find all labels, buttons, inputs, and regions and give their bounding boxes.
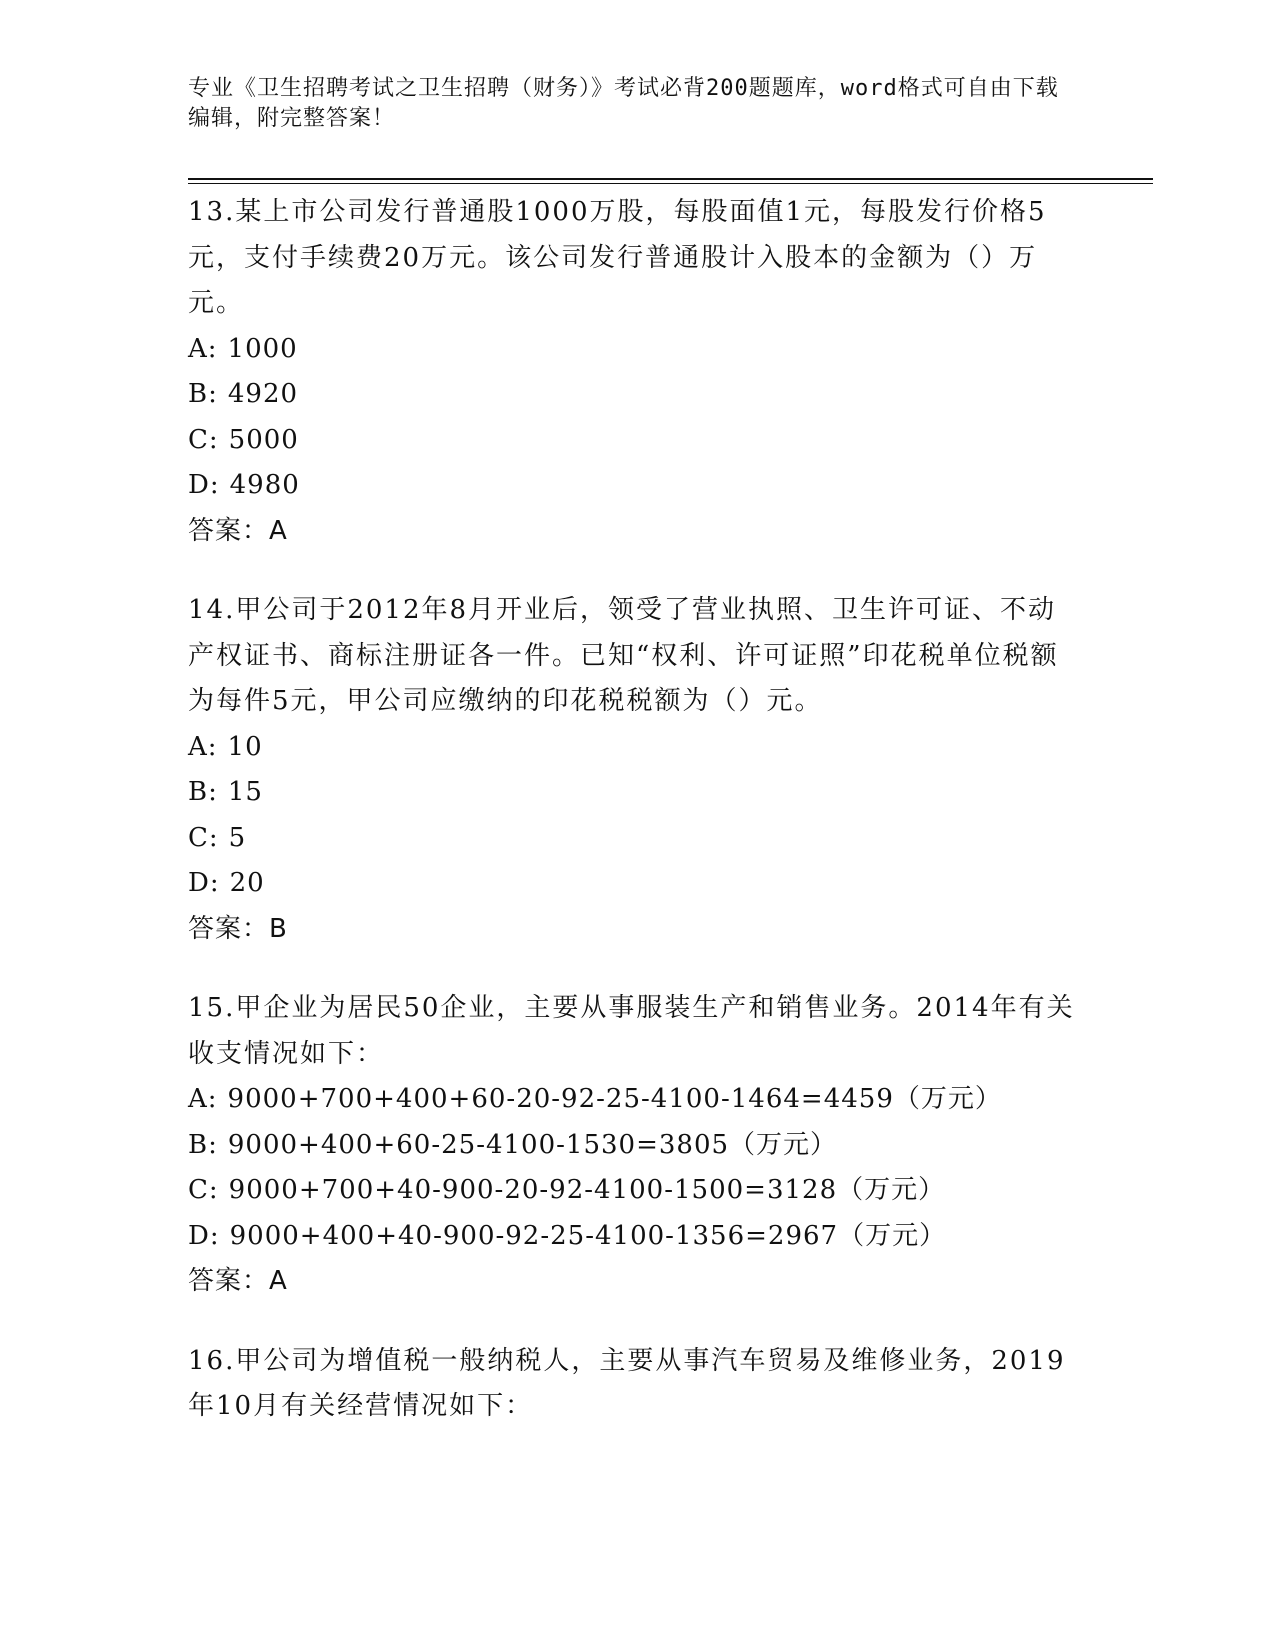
question-15 <box>188 986 1078 1305</box>
option-key: A <box>188 731 208 762</box>
option-text: 1000 <box>227 333 298 364</box>
question-stem: 14.甲公司于2012年8月开业后，领受了营业执照、卫生许可证、不动产权证书、商标注册证各一件。已知“权利、许可证照”印花税单位税额为每件5元，甲公司应缴纳的印花税税额为（）元。 <box>188 595 1059 716</box>
option-key: D <box>188 868 210 898</box>
option-c: C: 5 <box>188 822 247 853</box>
option-key: B <box>188 777 209 807</box>
option-a: A: 9000+700+400+60-20-92-25-4100-1464=4459（万元） <box>188 1084 1002 1114</box>
question-14 <box>188 588 1078 952</box>
option-text: 9000+400+40-900-92-25-4100-1356=2967（万元） <box>229 1220 947 1251</box>
option-key: D <box>188 1220 210 1251</box>
option-text: 5 <box>228 822 247 853</box>
header-divider-thick <box>188 178 1153 180</box>
option-text: 5000 <box>228 424 299 455</box>
question-16 <box>188 1339 1078 1430</box>
option-b: B: 15 <box>188 777 263 807</box>
option-key: C <box>188 424 209 455</box>
document-header <box>188 74 1078 134</box>
option-text: 15 <box>227 777 263 807</box>
option-key: D <box>188 470 210 500</box>
option-key: B <box>188 379 209 409</box>
option-text: 4920 <box>227 379 299 409</box>
option-text: 4980 <box>229 470 300 500</box>
option-key: C <box>188 822 209 853</box>
question-stem: 13.某上市公司发行普通股1000万股，每股面值1元，每股发行价格5元，支付手续费20万元。该公司发行普通股计入股本的金额为（）万元。 <box>188 197 1047 318</box>
option-d: D: 4980 <box>188 470 300 500</box>
header-title: 专业《卫生招聘考试之卫生招聘（财务）》考试必背200题题库，word格式可自由下载编辑，附完整答案！ <box>188 76 1059 131</box>
option-b: B: 9000+400+60-25-4100-1530=3805（万元） <box>188 1129 838 1160</box>
question-list <box>188 190 1078 1464</box>
option-text: 10 <box>227 731 263 762</box>
header-divider-thin <box>188 183 1153 184</box>
option-c: C: 9000+700+40-900-20-92-4100-1500=3128（万元） <box>188 1175 946 1205</box>
option-d: D: 9000+400+40-900-92-25-4100-1356=2967（万元） <box>188 1220 947 1251</box>
option-d: D: 20 <box>188 868 265 898</box>
option-text: 9000+400+60-25-4100-1530=3805（万元） <box>227 1129 838 1160</box>
option-key: B <box>188 1129 209 1160</box>
option-text: 20 <box>229 868 265 898</box>
option-key: A <box>188 1084 208 1114</box>
option-text: 9000+700+400+60-20-92-25-4100-1464=4459（万元） <box>227 1084 1002 1114</box>
option-b: B: 4920 <box>188 379 299 409</box>
option-key: A <box>188 333 208 364</box>
question-stem: 16.甲公司为增值税一般纳税人，主要从事汽车贸易及维修业务，2019年10月有关经营情况如下： <box>188 1345 1066 1421</box>
question-13 <box>188 190 1078 554</box>
option-a: A: 1000 <box>188 333 298 364</box>
option-c: C: 5000 <box>188 424 299 455</box>
option-a: A: 10 <box>188 731 263 762</box>
answer-line: 答案：A <box>188 1266 288 1296</box>
option-text: 9000+700+40-900-20-92-4100-1500=3128（万元） <box>228 1175 946 1205</box>
answer-line: 答案：A <box>188 515 288 546</box>
option-key: C <box>188 1175 209 1205</box>
answer-line: 答案：B <box>188 913 288 944</box>
question-stem: 15.甲企业为居民50企业，主要从事服装生产和销售业务。2014年有关收支情况如下： <box>188 993 1075 1069</box>
